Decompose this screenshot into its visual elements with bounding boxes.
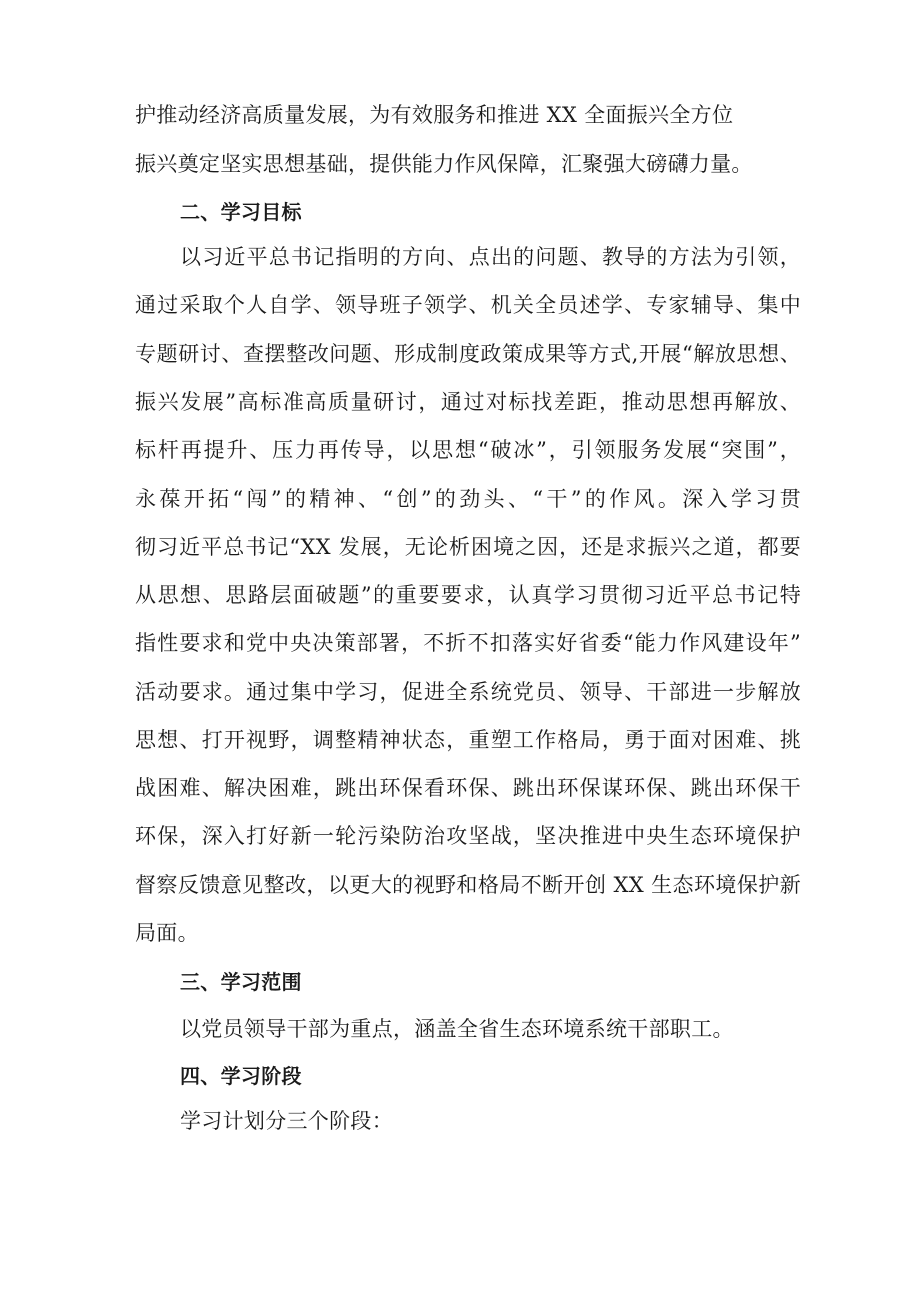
paragraph-line: 局面。 (135, 921, 199, 945)
paragraph-line: 彻习近平总书记“XX 发展，无论析困境之因，还是求振兴之道，都要 (135, 535, 801, 559)
paragraph-line: 专题研讨、查摆整改问题、形成制度政策成果等方式,开展“解放思想、 (135, 342, 801, 366)
paragraph-line: 活动要求。通过集中学习，促进全系统党员、领导、干部进一步解放 (135, 680, 801, 704)
paragraph-line: 督察反馈意见整改，以更大的视野和格局不断开创 XX 生态环境保护新 (135, 873, 801, 897)
paragraph-line: 振兴发展”高标准高质量研讨，通过对标找差距，推动思想再解放、 (135, 390, 801, 414)
paragraph-line: 永葆开拓“闯”的精神、“创”的劲头、“干”的作风。深入学习贯 (135, 487, 801, 511)
paragraph-line: 标杆再提升、压力再传导，以思想“破冰”，引领服务发展“突围”， (135, 438, 801, 462)
paragraph-line: 通过采取个人自学、领导班子领学、机关全员述学、专家辅导、集中 (135, 293, 801, 317)
paragraph-line: 指性要求和党中央决策部署，不折不扣落实好省委“能力作风建设年” (135, 631, 801, 655)
paragraph-line: 思想、打开视野，调整精神状态，重塑工作格局，勇于面对困难、挑 (135, 728, 801, 752)
paragraph-line: 从思想、思路层面破题”的重要要求，认真学习贯彻习近平总书记特 (135, 583, 801, 607)
section-heading-stages: 四、学习阶段 (180, 1064, 302, 1088)
intro-line-1: 护推动经济高质量发展，为有效服务和推进 XX 全面振兴全方位 (135, 103, 734, 127)
paragraph-line: 战困难、解决困难，跳出环保看环保、跳出环保谋环保、跳出环保干 (135, 776, 801, 800)
section-heading-goals: 二、学习目标 (180, 200, 302, 224)
paragraph-line: 环保，深入打好新一轮污染防治攻坚战，坚决推进中央生态环境保护 (135, 824, 801, 848)
intro-line-2: 振兴奠定坚实思想基础，提供能力作风保障，汇聚强大磅礴力量。 (135, 152, 753, 176)
paragraph-line: 以习近平总书记指明的方向、点出的问题、教导的方法为引领， (180, 245, 801, 269)
paragraph-line: 学习计划分三个阶段： (180, 1109, 393, 1133)
section-heading-scope: 三、学习范围 (180, 970, 302, 994)
paragraph-line: 以党员领导干部为重点，涵盖全省生态环境系统干部职工。 (180, 1017, 734, 1041)
